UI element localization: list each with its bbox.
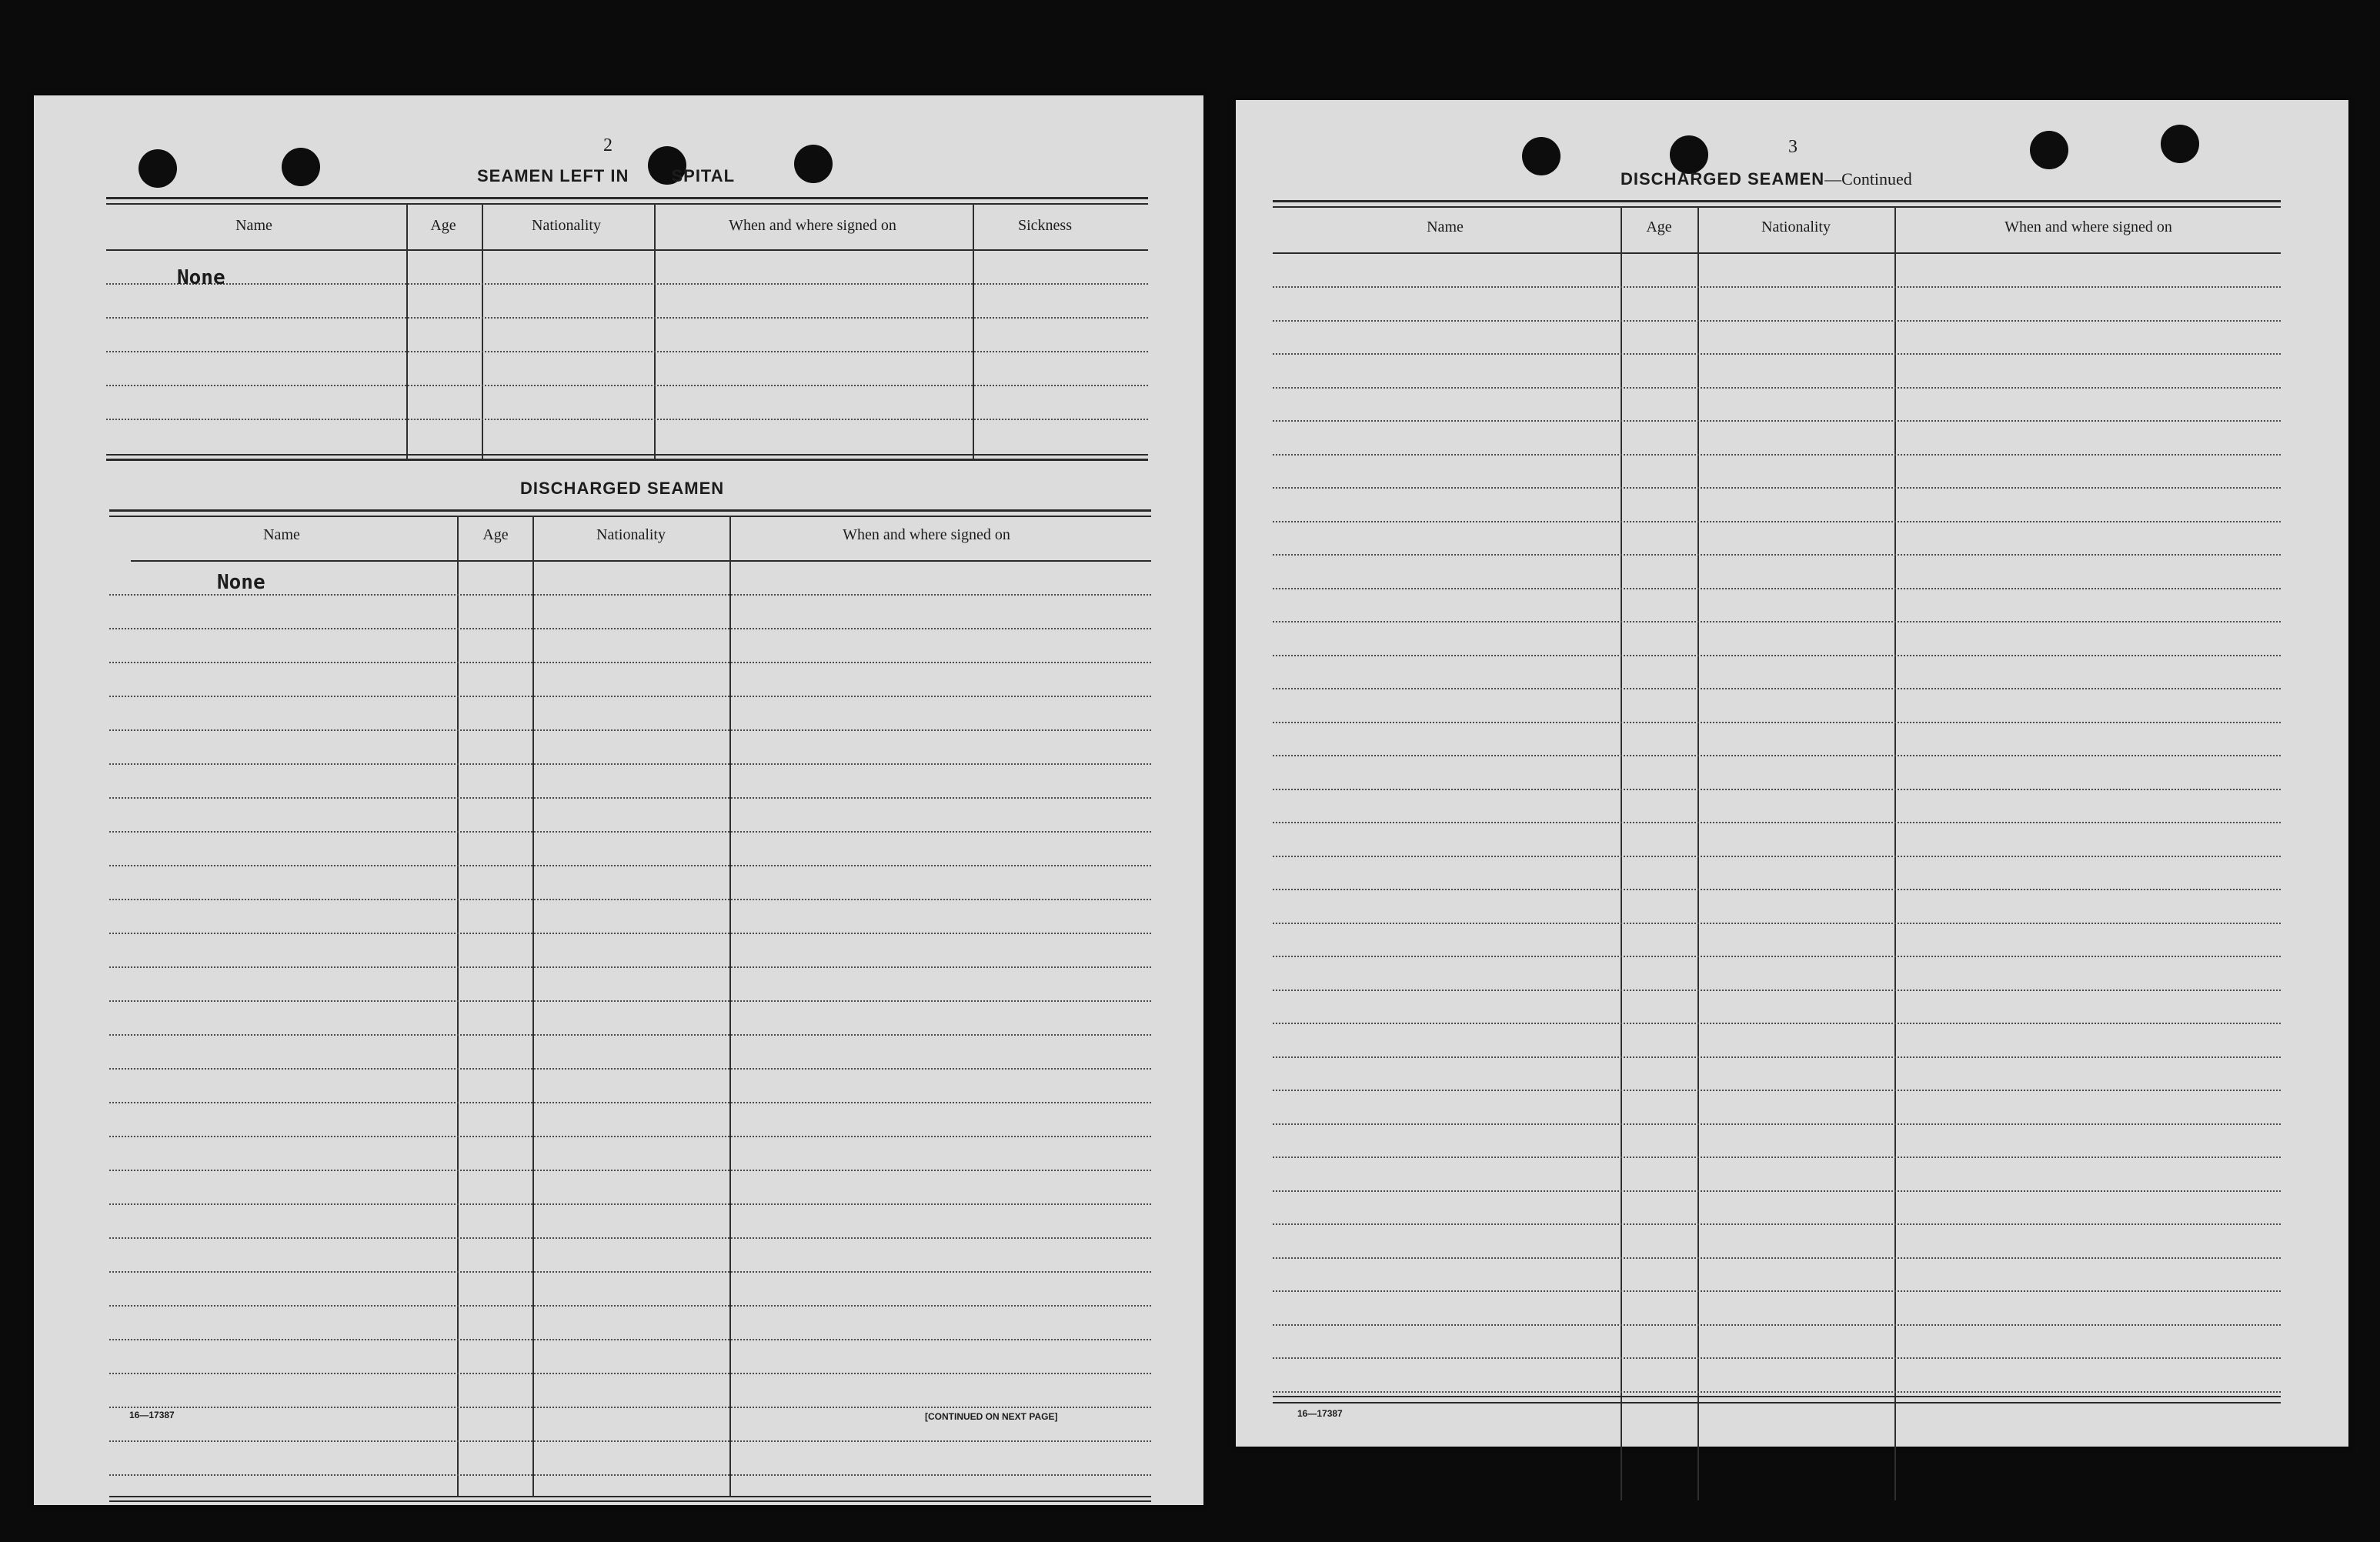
table-rule: [106, 203, 1148, 205]
ruled-line: [1273, 1090, 2281, 1091]
ruled-line: [109, 1136, 1151, 1137]
table-rule: [1273, 1402, 2281, 1403]
ruled-line: [109, 1237, 1151, 1239]
entry-none: None: [217, 571, 265, 594]
section-title: [1621, 169, 1912, 189]
ruled-line: [1273, 856, 2281, 857]
ruled-line: [109, 1474, 1151, 1476]
ruled-line: [1273, 1123, 2281, 1125]
ruled-line: [1273, 454, 2281, 456]
ruled-line: [109, 594, 1151, 596]
page-number: 2: [603, 135, 613, 155]
binder-hole: [139, 149, 177, 188]
table-rule: [1273, 1396, 2281, 1397]
column-header-signed-on: When and where signed on: [843, 526, 1010, 543]
section-title-text: SEAMEN LEFT IN: [477, 166, 629, 185]
column-divider: [482, 203, 483, 459]
ruled-line: [1273, 655, 2281, 656]
ruled-line: [1273, 286, 2281, 288]
binder-hole: [2161, 125, 2199, 163]
column-header-signed-on: When and where signed on: [2004, 219, 2172, 235]
header-rule: [131, 560, 1151, 562]
column-divider: [1894, 206, 1896, 1500]
column-header-age: Age: [482, 526, 509, 543]
binder-hole: [282, 148, 320, 186]
ruled-line: [109, 1203, 1151, 1205]
ruled-line: [109, 1407, 1151, 1408]
ruled-line: [1273, 420, 2281, 422]
table-rule: [109, 509, 1151, 512]
binder-hole: [1670, 135, 1708, 174]
ruled-line: [1273, 1257, 2281, 1259]
continued-note: [CONTINUED ON NEXT PAGE]: [925, 1411, 1058, 1422]
ruled-line: [1273, 923, 2281, 924]
ruled-line: [1273, 387, 2281, 389]
ruled-line: [1273, 1023, 2281, 1024]
table-rule: [1273, 200, 2281, 202]
ruled-line: [109, 729, 1151, 731]
right-page: [1236, 100, 2348, 1447]
ruled-line: [1273, 1391, 2281, 1393]
column-header-age: Age: [430, 217, 456, 234]
column-header-nationality: Nationality: [1761, 219, 1831, 235]
ruled-line: [1273, 487, 2281, 489]
ruled-line: [1273, 1223, 2281, 1225]
column-header-sickness: Sickness: [1018, 217, 1072, 234]
ruled-line: [106, 419, 1148, 420]
ruled-line: [109, 933, 1151, 934]
ruled-line: [109, 966, 1151, 968]
ruled-line: [1273, 621, 2281, 622]
ruled-line: [109, 1271, 1151, 1273]
ruled-line: [109, 1440, 1151, 1442]
ruled-line: [109, 696, 1151, 697]
column-header-signed-on: When and where signed on: [729, 217, 896, 234]
ruled-line: [109, 1102, 1151, 1103]
table-rule: [106, 197, 1148, 199]
ruled-line: [1273, 1156, 2281, 1158]
ruled-line: [1273, 1290, 2281, 1292]
ruled-line: [1273, 1190, 2281, 1192]
table-rule: [109, 1500, 1151, 1502]
ruled-line: [106, 385, 1148, 386]
ruled-line: [109, 831, 1151, 833]
ruled-line: [106, 317, 1148, 319]
table-rule: [109, 516, 1151, 517]
column-divider: [973, 203, 974, 459]
ruled-line: [1273, 722, 2281, 723]
left-page: [34, 95, 1203, 1505]
ruled-line: [1273, 688, 2281, 689]
column-header-name: Name: [235, 217, 272, 234]
ruled-line: [1273, 822, 2281, 823]
column-header-nationality: Nationality: [596, 526, 666, 543]
ruled-line: [1273, 956, 2281, 957]
ruled-line: [1273, 320, 2281, 322]
section-title: [477, 166, 735, 186]
column-divider: [654, 203, 656, 459]
column-header-name: Name: [263, 526, 300, 543]
table-rule: [106, 454, 1148, 456]
form-number: 16—17387: [1297, 1408, 1343, 1419]
ruled-line: [109, 1068, 1151, 1070]
binder-hole: [1522, 137, 1561, 175]
binder-hole: [794, 145, 833, 183]
column-header-name: Name: [1427, 219, 1464, 235]
ruled-line: [109, 1305, 1151, 1307]
page-number: 3: [1788, 137, 1798, 157]
ruled-line: [1273, 990, 2281, 991]
ruled-line: [106, 283, 1148, 285]
ruled-line: [109, 763, 1151, 765]
ruled-line: [1273, 588, 2281, 589]
column-divider: [1697, 206, 1699, 1500]
ruled-line: [1273, 554, 2281, 556]
section-title-suffix: —Continued: [1824, 169, 1912, 189]
column-header-nationality: Nationality: [532, 217, 601, 234]
ruled-line: [1273, 353, 2281, 355]
ruled-line: [1273, 889, 2281, 890]
ruled-line: [109, 1373, 1151, 1374]
ruled-line: [1273, 755, 2281, 756]
ruled-line: [109, 865, 1151, 866]
ruled-line: [109, 797, 1151, 799]
ruled-line: [109, 1000, 1151, 1002]
header-rule: [1273, 252, 2281, 254]
ruled-line: [109, 899, 1151, 900]
header-rule: [106, 249, 1148, 251]
table-rule: [109, 1496, 1151, 1497]
ruled-line: [1273, 1056, 2281, 1058]
section-title: DISCHARGED SEAMEN: [520, 479, 725, 498]
ruled-line: [109, 1034, 1151, 1036]
form-number: 16—17387: [129, 1410, 175, 1420]
section-title-text: DISCHARGED SEAMEN: [1621, 169, 1825, 189]
ruled-line: [109, 1339, 1151, 1340]
ruled-line: [109, 628, 1151, 629]
entry-none: None: [177, 266, 225, 289]
ruled-line: [1273, 1324, 2281, 1326]
ruled-line: [1273, 1357, 2281, 1359]
ruled-line: [1273, 789, 2281, 790]
ruled-line: [109, 662, 1151, 663]
table-rule: [106, 459, 1148, 461]
table-rule: [1273, 206, 2281, 208]
ruled-line: [109, 1170, 1151, 1171]
binder-hole: [2030, 131, 2068, 169]
ruled-line: [106, 351, 1148, 352]
ruled-line: [1273, 521, 2281, 522]
column-divider: [406, 203, 408, 459]
column-divider: [1621, 206, 1622, 1500]
section-title-tail: SPITAL: [671, 166, 736, 185]
column-header-age: Age: [1646, 219, 1672, 235]
